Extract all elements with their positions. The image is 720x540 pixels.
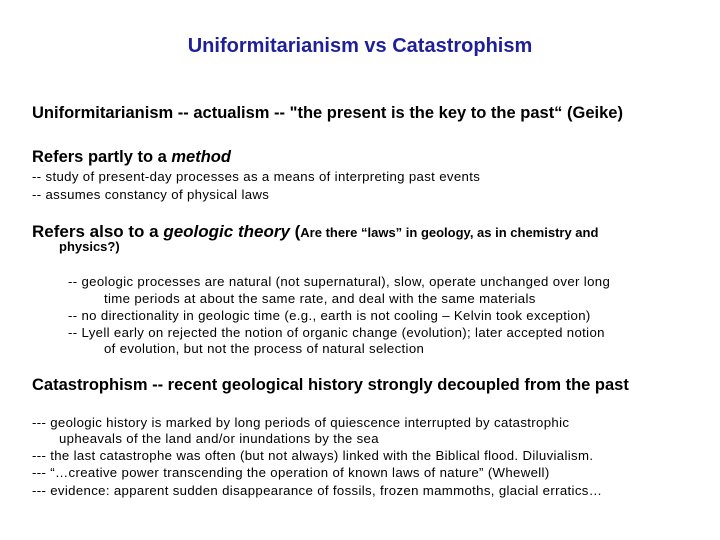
catastrophism-point-1-line2: upheavals of the land and/or inundations by the sea <box>59 431 379 446</box>
method-point-1: -- study of present-day processes as a means of interpreting past events <box>32 169 481 184</box>
theory-heading-prefix: Refers also to a <box>32 222 164 241</box>
method-heading <box>32 148 231 167</box>
method-heading-emphasis: method <box>171 148 231 166</box>
theory-point-2-line1: -- no directionality in geologic time (e.g., earth is not cooling – Kelvin took exception) <box>68 308 591 323</box>
method-heading-prefix: Refers partly to a <box>32 148 172 166</box>
theory-heading-paren: ( <box>289 222 301 241</box>
theory-note-line1: Are there “laws” in geology, as in chemistry and <box>300 225 599 240</box>
theory-note-line2: physics?) <box>59 239 120 254</box>
theory-point-1-line2: time periods at about the same rate, and deal with the same materials <box>104 291 536 306</box>
theory-point-1-line1: -- geologic processes are natural (not supernatural), slow, operate unchanged over long <box>68 274 611 289</box>
theory-point-3-line2: of evolution, but not the process of natural selection <box>104 341 425 356</box>
method-point-2: -- assumes constancy of physical laws <box>32 187 270 202</box>
theory-heading-emphasis: geologic theory <box>163 222 290 241</box>
catastrophism-point-3: --- “…creative power transcending the operation of known laws of nature” (Whewell) <box>32 465 550 480</box>
catastrophism-heading: Catastrophism -- recent geological history strongly decoupled from the past <box>32 376 629 394</box>
catastrophism-point-4: --- evidence: apparent sudden disappearance of fossils, frozen mammoths, glacial erratics… <box>32 483 603 498</box>
theory-point-3-line1: -- Lyell early on rejected the notion of organic change (evolution); later accepted notion <box>68 325 605 340</box>
catastrophism-point-1-line1: --- geologic history is marked by long periods of quiescence interrupted by catastrophic <box>32 415 570 430</box>
catastrophism-point-2: --- the last catastrophe was often (but not always) linked with the Biblical flood. Diluvialism. <box>32 448 594 463</box>
slide-title: Uniformitarianism vs Catastrophism <box>187 35 533 57</box>
uniformitarianism-heading: Uniformitarianism -- actualism -- "the present is the key to the past“ (Geike) <box>32 104 623 122</box>
